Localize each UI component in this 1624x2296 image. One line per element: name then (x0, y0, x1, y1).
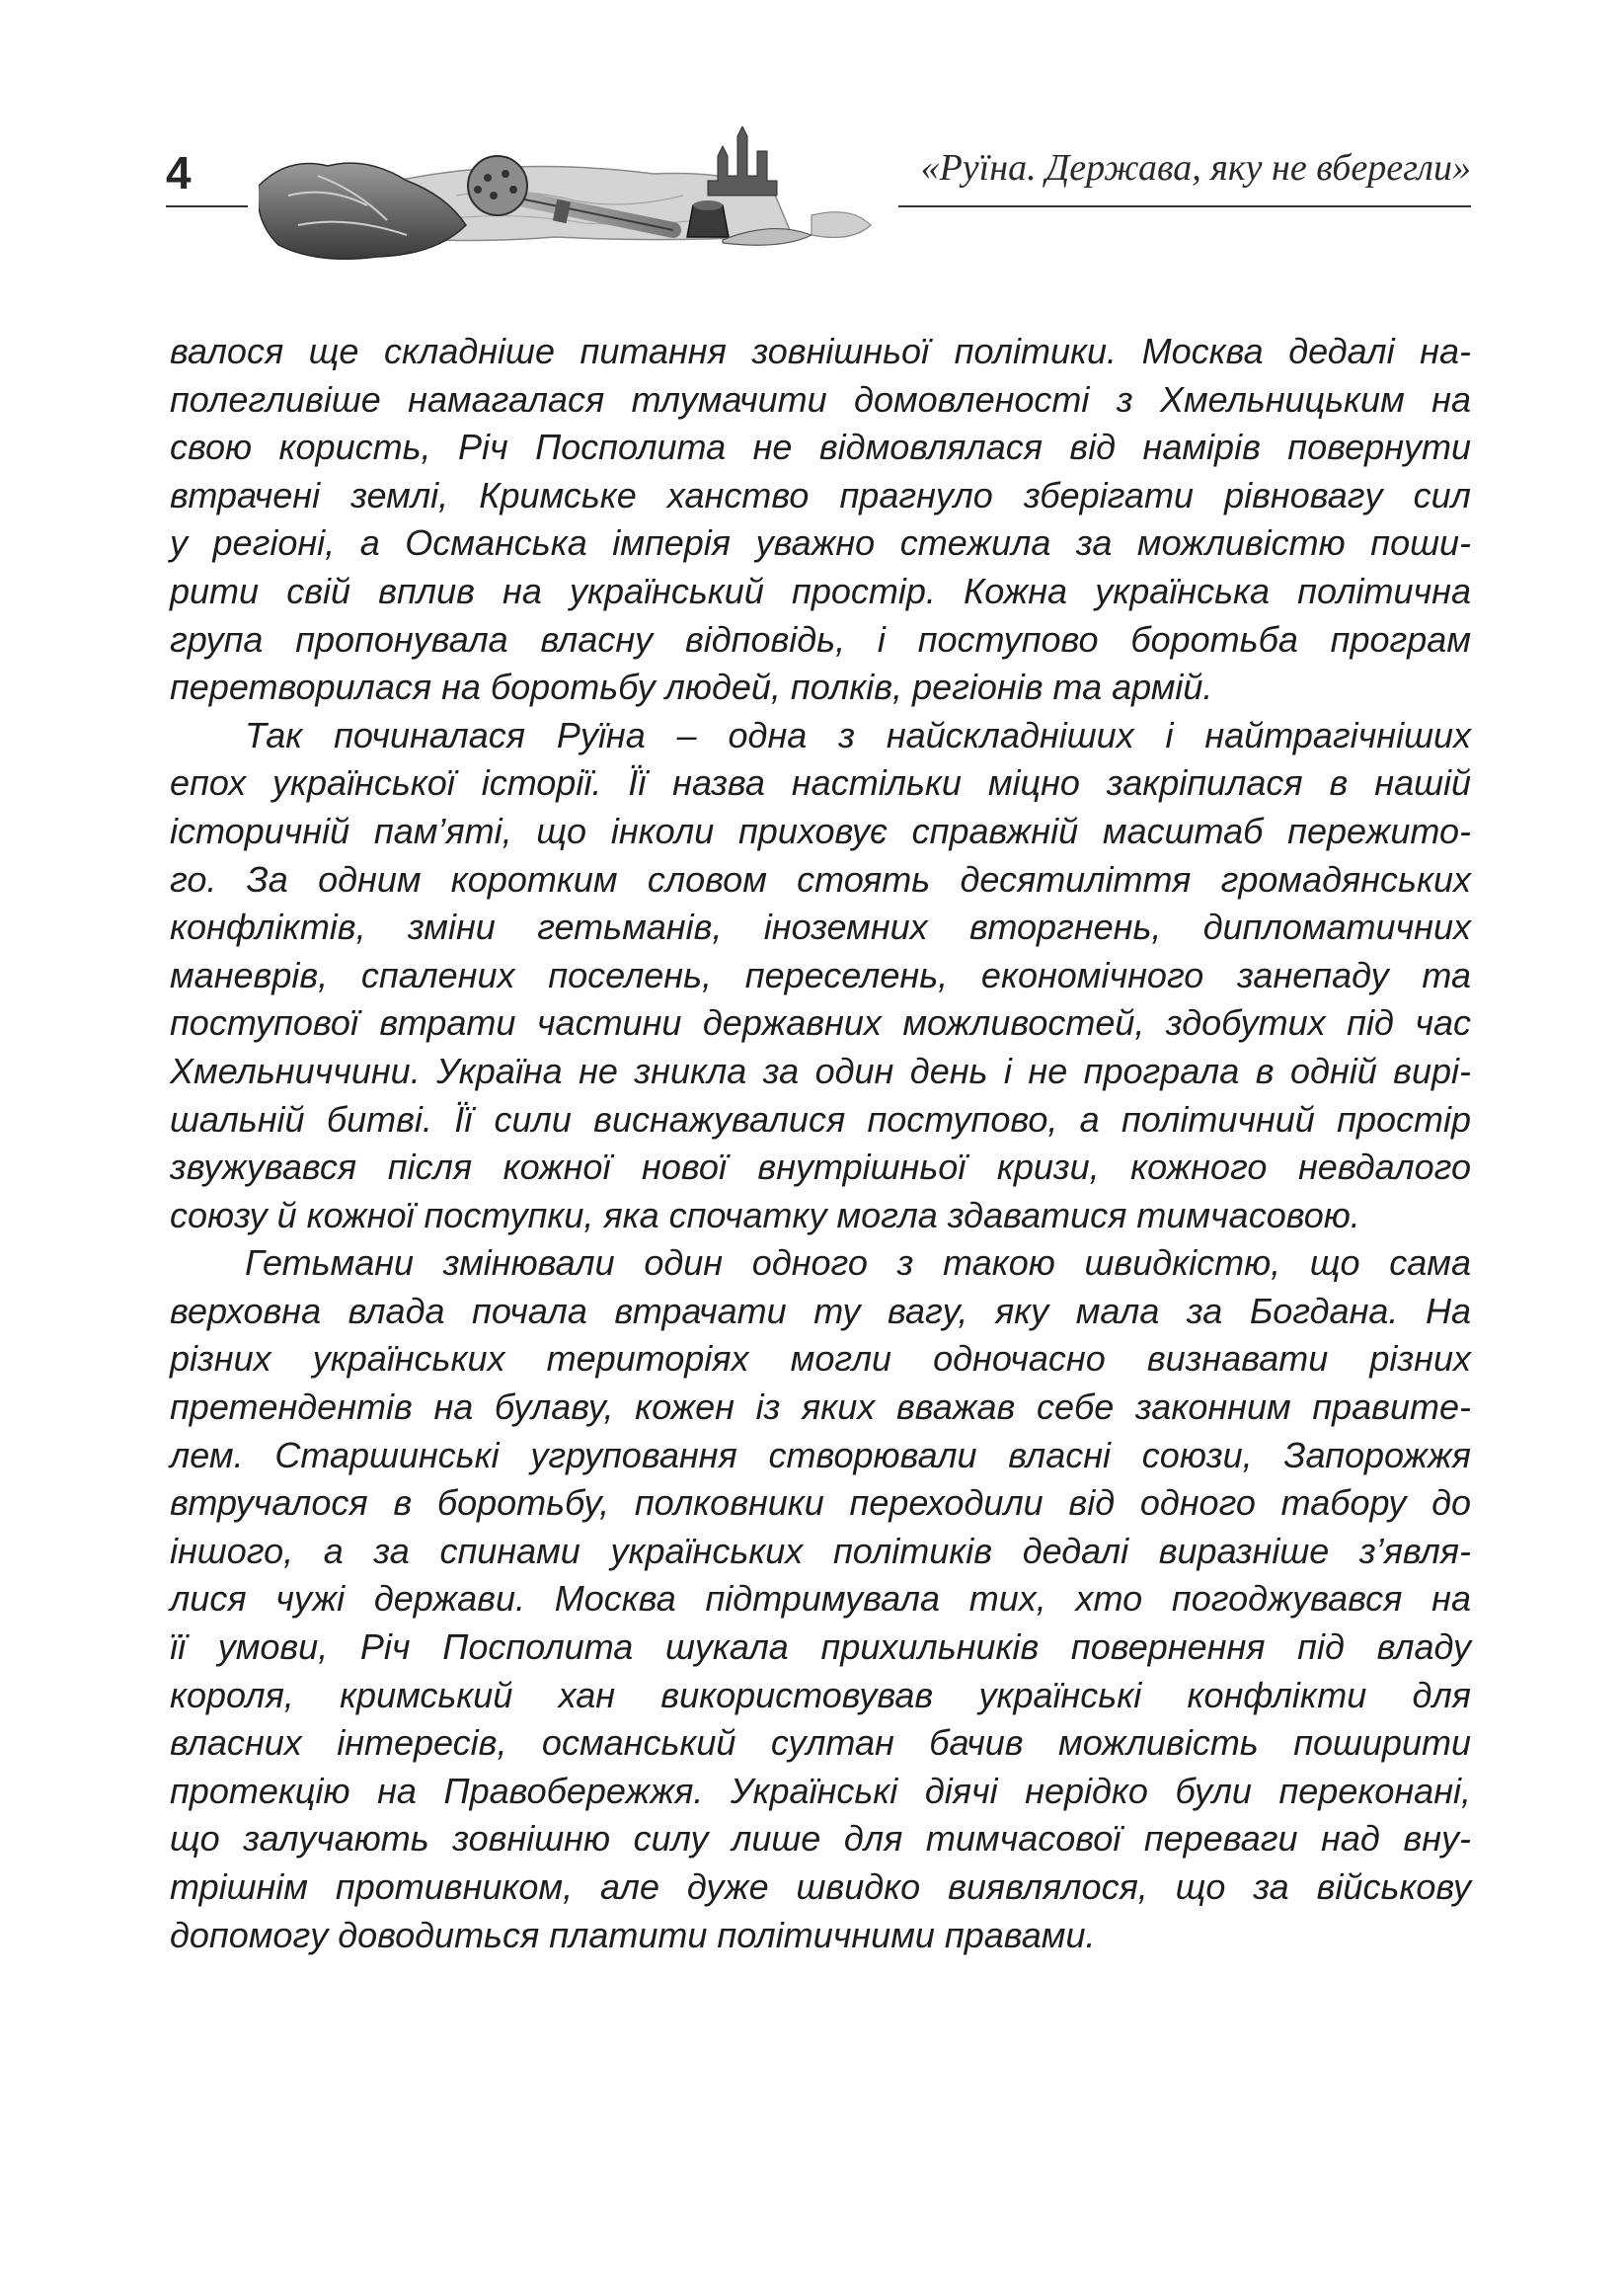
running-title: «Руїна. Держава, яку не вберегли» (920, 147, 1471, 189)
text-line: полегливіше намагалася тлумачити домовленості з Хмельницьким на (170, 378, 1471, 420)
text-line: лем. Старшинські угруповання створювали власні союзи, Запорожжя (170, 1434, 1471, 1475)
page-number: 4 (166, 147, 192, 198)
text-line: її умови, Річ Посполита шукала прихильників повернення під владу (170, 1626, 1471, 1668)
text-line: допомогу доводиться платити політичними правами. (170, 1914, 1096, 1955)
text-line: верховна влада почала втрачати ту вагу, яку мала за Богдана. На (170, 1290, 1471, 1331)
paragraph (170, 1239, 1471, 1959)
text-line: звужувався після кожної нової внутрішньої кризи, кожного невдалого (170, 1147, 1471, 1188)
text-line: група пропонувала власну відповідь, і поступово боротьба програм (170, 618, 1471, 660)
text-line: різних українських територіях могли одночасно визнавати різних (170, 1338, 1471, 1380)
text-line: Хмельниччини. Україна не зникла за один день і не програла в одній вирі- (170, 1050, 1471, 1091)
paragraph (170, 712, 1471, 1240)
text-line: іншого, а за спинами українських політиків дедалі виразніше з’явля- (170, 1530, 1471, 1571)
text-line: го. За одним коротким словом стоять десятиліття громадянських (170, 858, 1471, 900)
body-text (170, 328, 1471, 1959)
engraving-ornament-icon (259, 126, 881, 275)
text-line: валося ще складніше питання зовнішньої політики. Москва дедалі на- (170, 331, 1471, 371)
text-line: епох української історії. Її назва настільки міцно закріпилася в нашій (170, 762, 1471, 804)
text-line: трішнім противником, але дуже швидко виявлялося, що за військову (170, 1866, 1471, 1907)
text-line: короля, кримський хан використовував українські конфлікти для (170, 1674, 1471, 1715)
text-line: власних інтересів, османський султан бачив можливість поширити (170, 1722, 1471, 1764)
text-line: конфліктів, зміни гетьманів, іноземних вторгнень, дипломатичних (170, 907, 1471, 948)
text-line: історичній пам’яті, що інколи приховує справжній масштаб пережито- (170, 810, 1471, 851)
text-line: маневрів, спалених поселень, переселень, економічного занепаду та (170, 954, 1471, 995)
text-line: поступової втрати частини державних можливостей, здобутих під час (170, 1002, 1471, 1044)
text-line: Гетьмани змінювали один одного з такою швидкістю, що сама (245, 1242, 1471, 1284)
header-rule-right (898, 205, 1471, 207)
header-rule-left (166, 205, 248, 207)
text-line: свою користь, Річ Посполита не відмовлялася від намірів повернути (170, 427, 1471, 468)
text-line: що залучають зовнішню силу лише для тимчасової переваги над вну- (170, 1818, 1471, 1860)
text-line: протекцію на Правобережжя. Українські діячі нерідко були переконані, (170, 1770, 1471, 1811)
page-header (0, 0, 1624, 286)
text-line: перетворилася на боротьбу людей, полків, регіонів та армій. (170, 667, 1213, 708)
paragraph (170, 328, 1471, 712)
text-line: у регіоні, а Османська імперія уважно стежила за можливістю поши- (170, 522, 1471, 564)
text-line: Так починалася Руїна – одна з найскладніших і найтрагічніших (245, 714, 1471, 755)
text-line: шальній битві. Її сили виснажувалися поступово, а політичний простір (170, 1098, 1471, 1140)
text-line: союзу й кожної поступки, яка спочатку могла здаватися тимчасовою. (170, 1194, 1360, 1235)
text-line: претендентів на булаву, кожен із яких вважав себе законним правите- (170, 1386, 1471, 1428)
text-line: втручалося в боротьбу, полковники переходили від одного табору до (170, 1482, 1471, 1524)
text-line: втрачені землі, Кримське ханство прагнуло зберігати рівновагу сил (170, 474, 1471, 515)
text-line: рити свій вплив на український простір. Кожна українська політична (170, 570, 1471, 611)
text-line: лися чужі держави. Москва підтримувала тих, хто погоджувався на (170, 1578, 1471, 1620)
